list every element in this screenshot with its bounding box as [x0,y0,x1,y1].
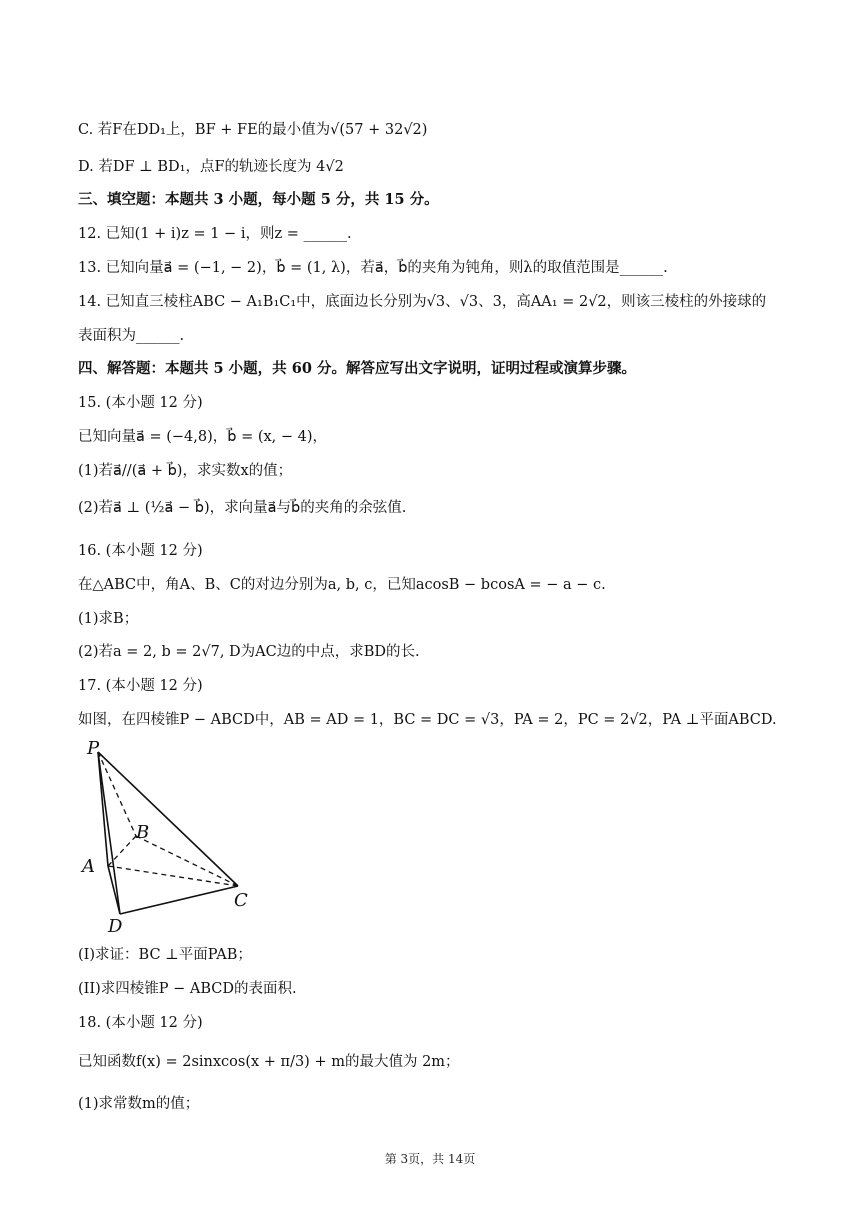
edge-pc [98,752,238,886]
question-16-stem: 在△ABC中，角A、B、C的对边分别为a, b, c，已知acosB − bcosA = − a − c. [78,577,606,593]
question-17-part1: (I)求证：BC ⊥平面PAB； [78,947,252,963]
question-18-header: 18. (本小题 12 分) [78,1015,203,1031]
question-16-header: 16. (本小题 12 分) [78,543,203,559]
page-footer: 第 3页，共 14页 [384,1152,476,1166]
question-18-stem: 已知函数f(x) = 2sinxcos(x + π/3) + m的最大值为 2m； [78,1054,460,1070]
edge-pd [98,752,120,914]
edge-bc [136,836,238,886]
vertex-label-p: P [87,738,100,759]
pyramid-figure [78,738,278,938]
question-17-stem: 如图，在四棱锥P − ABCD中，AB = AD = 1，BC = DC = √3，PA = 2，PC = 2√2，PA ⊥平面ABCD. [78,712,777,728]
vertex-label-d: D [108,916,123,937]
question-15-header: 15. (本小题 12 分) [78,395,203,411]
question-14: 14. 已知直三棱柱ABC − A₁B₁C₁中，底面边长分别为√3、√3、3，高AA₁ = 2√2，则该三棱柱的外接球的 [78,294,767,310]
question-16-part2: (2)若a = 2, b = 2√7, D为AC边的中点，求BD的长. [78,644,420,660]
question-15-part2: (2)若a⃗ ⊥ (½a⃗ − b⃗)，求向量a⃗与b⃗的夹角的余弦值. [78,500,407,516]
section-heading-fill: 三、填空题：本题共 3 小题，每小题 5 分，共 15 分。 [78,191,439,208]
option-d: D. 若DF ⊥ BD₁，点F的轨迹长度为 4√2 [78,159,344,175]
question-17-header: 17. (本小题 12 分) [78,678,203,694]
question-12: 12. 已知(1 + i)z = 1 − i，则z = ______. [78,226,352,242]
vertex-label-b: B [136,822,150,843]
question-15-part1: (1)若a⃗//(a⃗ + b⃗)，求实数x的值； [78,463,293,479]
question-15-stem: 已知向量a⃗ = (−4,8)，b⃗ = (x, − 4)， [78,429,328,445]
question-16-part1: (1)求B； [78,611,139,627]
vertex-label-a: A [82,856,95,877]
question-18-part1: (1)求常数m的值； [78,1096,200,1112]
question-13: 13. 已知向量a⃗ = (−1, − 2)，b⃗ = (1, λ)，若a⃗，b⃗的夹角为钝角，则λ的取值范围是______. [78,260,668,276]
section-heading-answer: 四、解答题：本题共 5 小题，共 60 分。解答应写出文字说明，证明过程或演算步骤。 [78,360,636,377]
question-14-cont: 表面积为______. [78,328,185,344]
question-17-part2: (II)求四棱锥P − ABCD的表面积. [78,981,297,997]
edge-dc [120,886,238,914]
vertex-label-c: C [234,890,248,911]
option-c: C. 若F在DD₁上，BF + FE的最小值为√(57 + 32√2) [78,122,428,138]
